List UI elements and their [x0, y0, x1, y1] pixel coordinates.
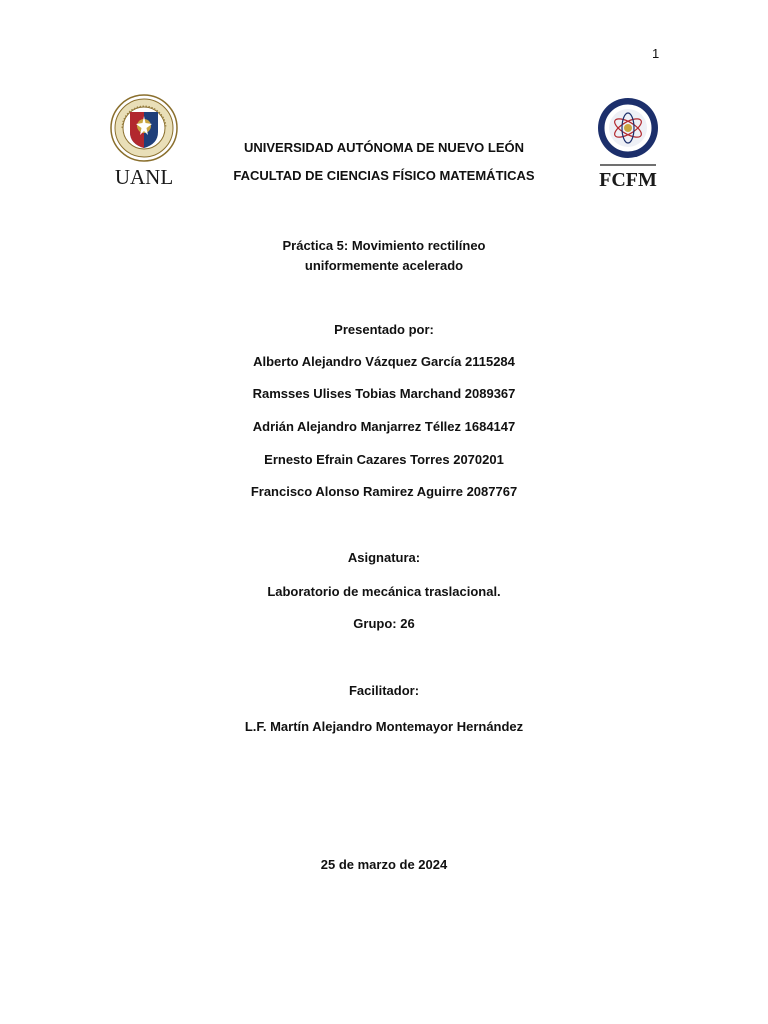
practice-title-line-2: uniformemente acelerado	[304, 258, 464, 273]
subject-name: Laboratorio de mecánica traslacional.	[267, 584, 501, 599]
uanl-logo-text: UANL	[114, 165, 174, 189]
page-number: 1	[652, 46, 660, 61]
subject-label: Asignatura:	[347, 550, 421, 565]
member-3: Adrián Alejandro Manjarrez Téllez 1684147	[252, 419, 516, 434]
facilitator-name: L.F. Martín Alejandro Montemayor Hernández	[244, 719, 524, 734]
facilitator-label: Facilitador:	[348, 683, 420, 698]
university-name: UNIVERSIDAD AUTÓNOMA DE NUEVO LEÓN	[244, 140, 524, 155]
fcfm-logo-text: FCFM	[599, 169, 657, 191]
group: Grupo: 26	[353, 616, 415, 631]
member-4: Ernesto Efrain Cazares Torres 2070201	[264, 452, 504, 467]
member-5: Francisco Alonso Ramirez Aguirre 2087767	[250, 484, 518, 499]
practice-title-line-1: Práctica 5: Movimiento rectilíneo	[282, 238, 486, 253]
date: 25 de marzo de 2024	[320, 857, 448, 872]
member-2: Ramsses Ulises Tobias Marchand 2089367	[252, 386, 516, 401]
member-1: Alberto Alejandro Vázquez García 2115284	[253, 354, 515, 369]
presented-by-label: Presentado por:	[334, 322, 434, 337]
faculty-name: FACULTAD DE CIENCIAS FÍSICO MATEMÁTICAS	[233, 168, 535, 183]
